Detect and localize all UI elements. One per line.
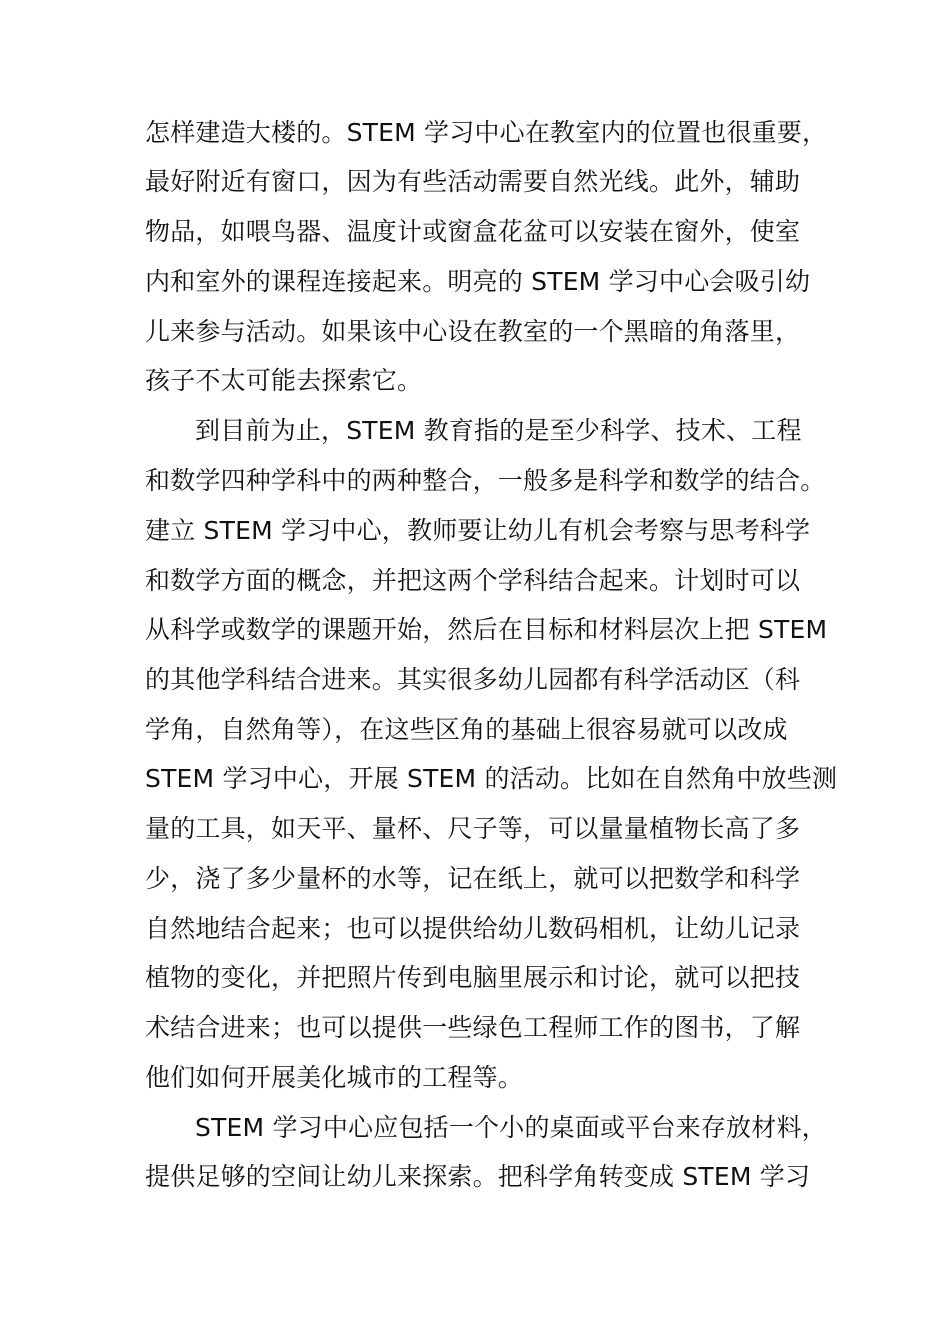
text-line: 提供足够的空间让幼儿来探索。把科学角转变成 STEM 学习 [145,1162,811,1191]
text-line: 自然地结合起来；也可以提供给幼儿数码相机，让幼儿记录 [145,914,801,943]
text-line: STEM 学习中心，开展 STEM 的活动。比如在自然角中放些测 [145,764,838,793]
text-line: 怎样建造大楼的。STEM 学习中心在教室内的位置也很重要， [145,118,828,147]
text-line: 和数学方面的概念，并把这两个学科结合起来。计划时可以 [145,566,801,595]
text-line: 和数学四种学科中的两种整合，一般多是科学和数学的结合。 [145,466,826,495]
text-line: 术结合进来；也可以提供一些绿色工程师工作的图书，了解 [145,1013,801,1042]
text-line: 量的工具，如天平、量杯、尺子等，可以量量植物长高了多 [145,814,801,843]
text-line: 的其他学科结合进来。其实很多幼儿园都有科学活动区（科 [145,665,801,694]
text-line: 内和室外的课程连接起来。明亮的 STEM 学习中心会吸引幼 [145,267,811,296]
paragraph-first-line: 到目前为止，STEM 教育指的是至少科学、技术、工程 [195,416,802,445]
text-line: 物品，如喂鸟器、温度计或窗盒花盆可以安装在窗外，使室 [145,217,801,246]
text-line: 从科学或数学的课题开始，然后在目标和材料层次上把 STEM [145,615,828,644]
text-line: 儿来参与活动。如果该中心设在教室的一个黑暗的角落里， [145,317,801,346]
text-line: 孩子不太可能去探索它。 [145,366,423,395]
text-line: 学角，自然角等），在这些区角的基础上很容易就可以改成 [145,715,788,744]
text-line: 植物的变化，并把照片传到电脑里展示和讨论，就可以把技 [145,963,801,992]
text-line: 建立 STEM 学习中心，教师要让幼儿有机会考察与思考科学 [145,516,811,545]
text-line: 少，浇了多少量杯的水等，记在纸上，就可以把数学和科学 [145,864,801,893]
text-line: 最好附近有窗口，因为有些活动需要自然光线。此外，辅助 [145,167,801,196]
text-line: 他们如何开展美化城市的工程等。 [145,1063,524,1092]
paragraph-first-line: STEM 学习中心应包括一个小的桌面或平台来存放材料， [195,1113,827,1142]
